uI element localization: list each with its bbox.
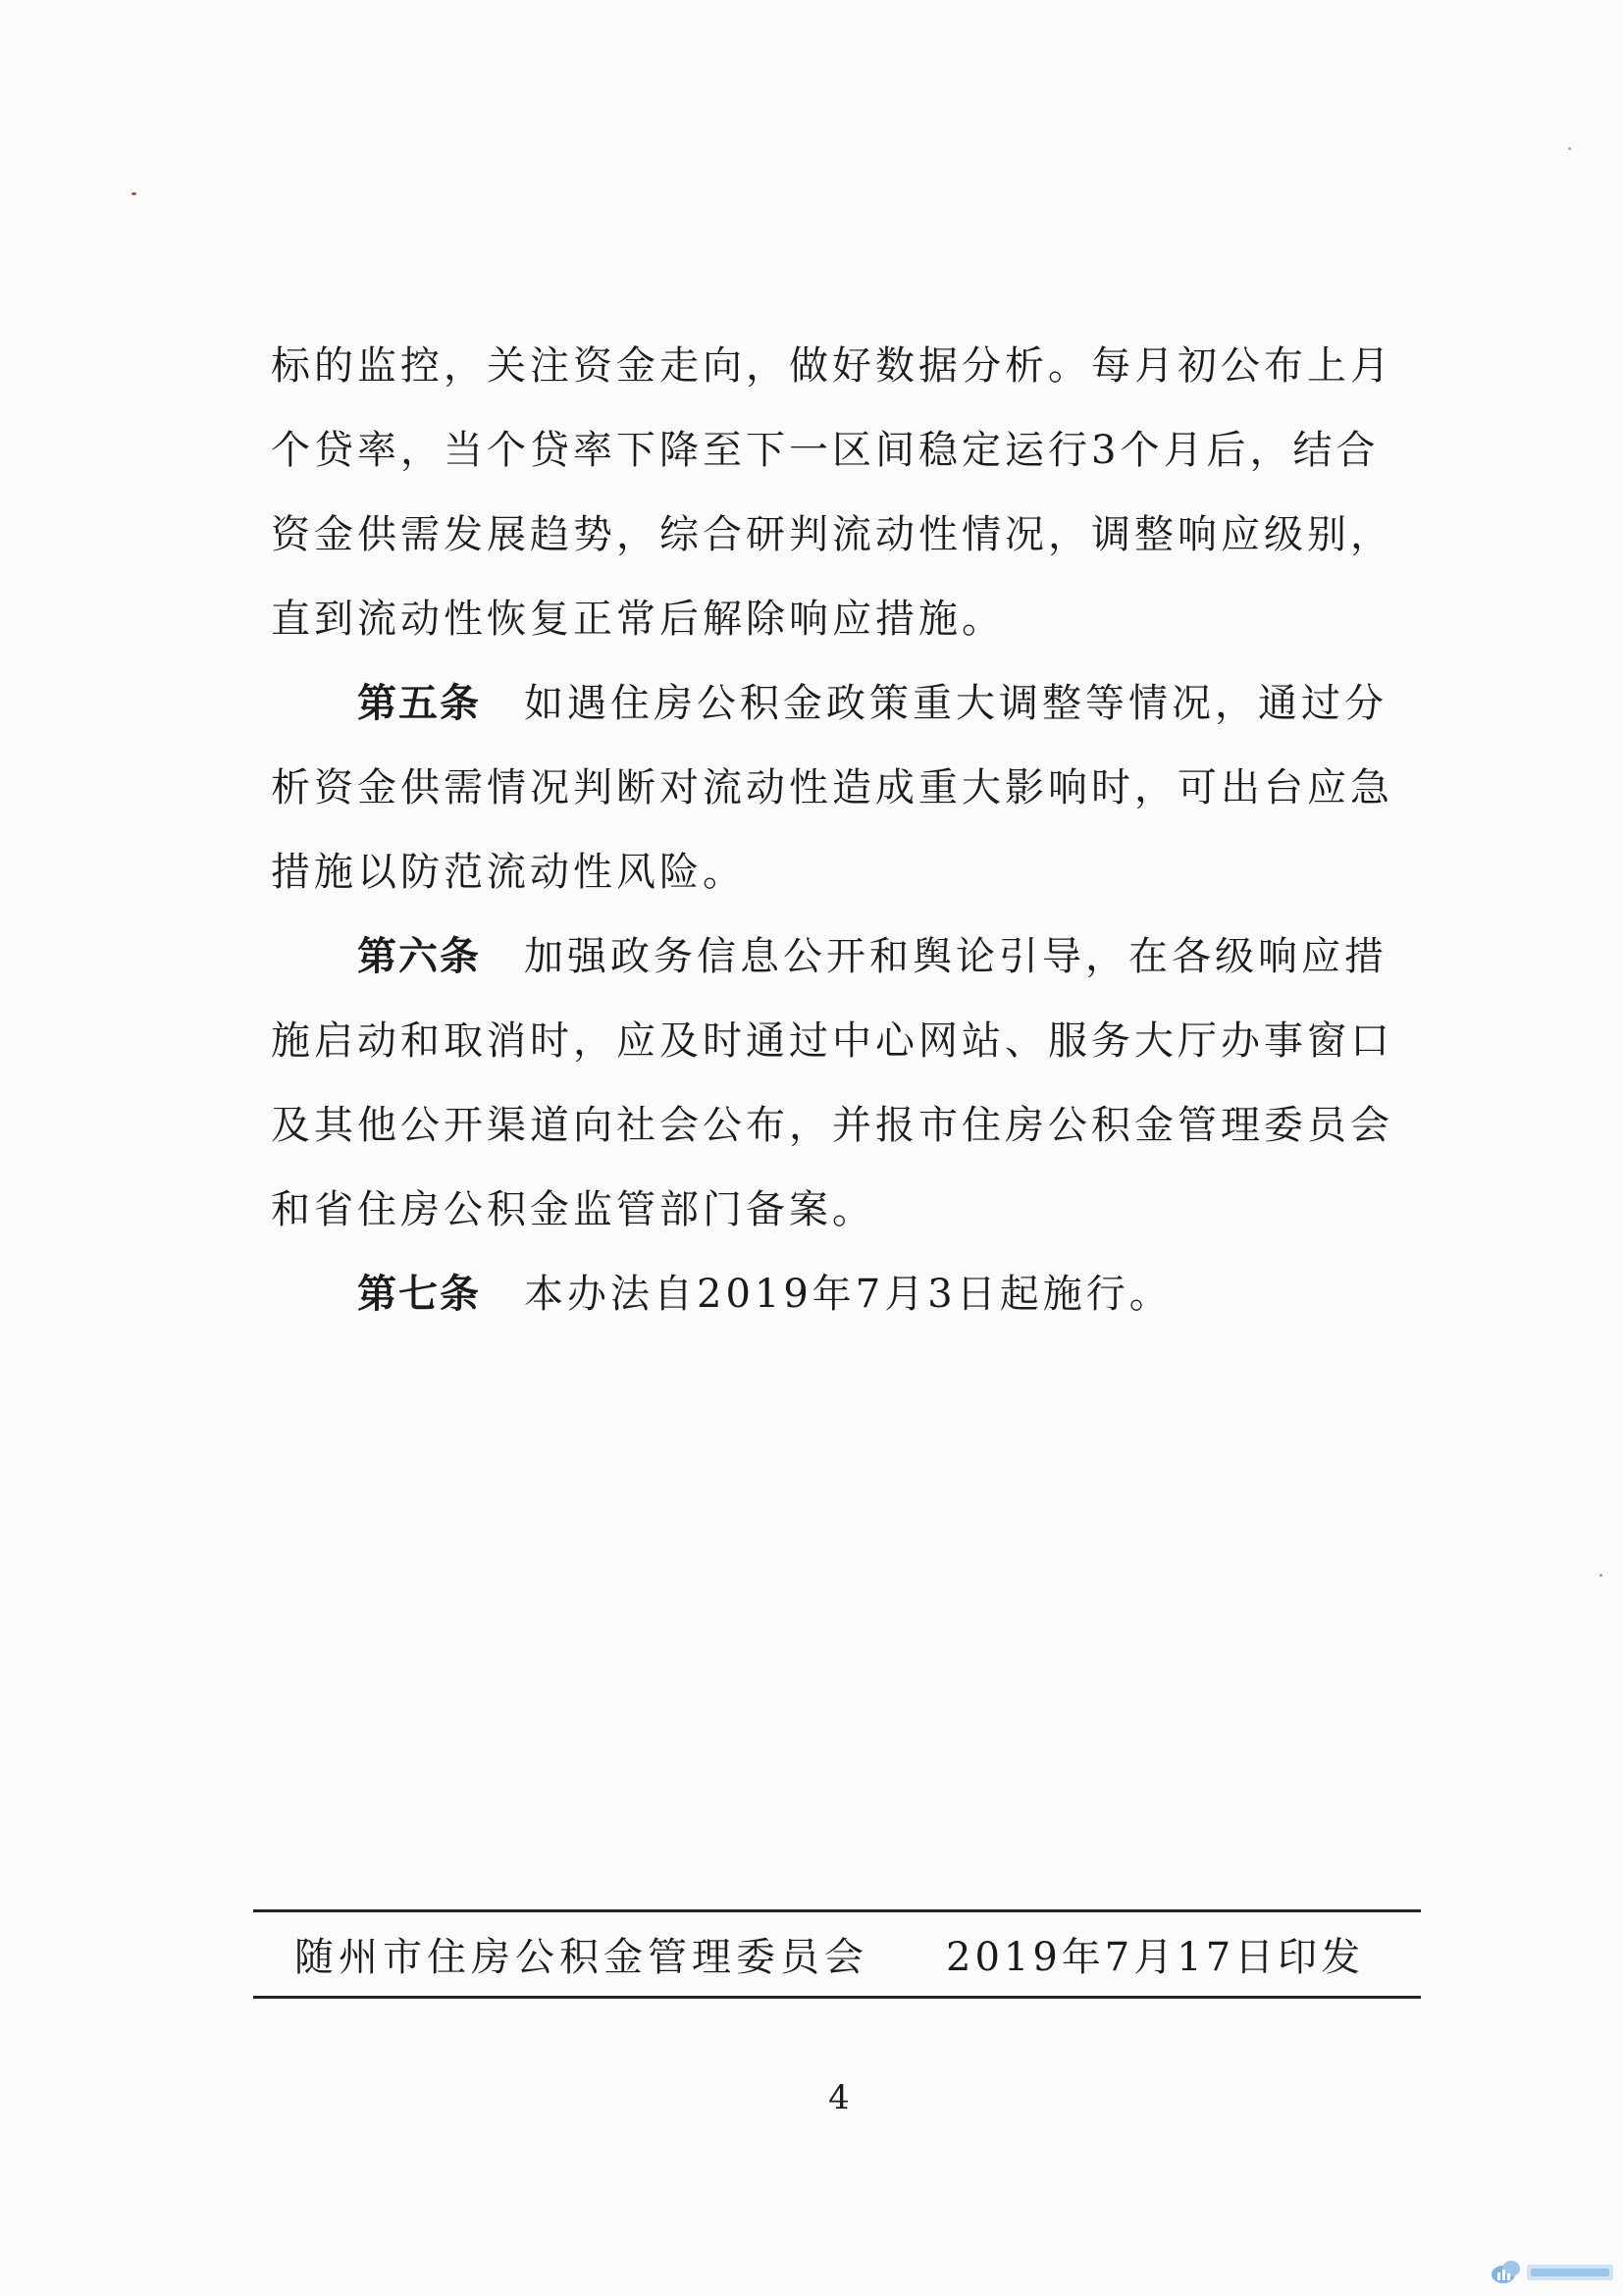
paragraph-text: 如遇住房公积金政策重大调整等情况，通过分析资金供需情况判断对流动性造成重大影响时，可出台应急措施以防范流动性风险。 xyxy=(271,681,1393,895)
article-heading: 第七条 xyxy=(357,1272,481,1317)
article-heading: 第六条 xyxy=(357,934,481,979)
article-heading: 第五条 xyxy=(357,681,481,726)
paragraph-continued xyxy=(271,324,1399,661)
footer-issuer: 随州市住房公积金管理委员会 xyxy=(294,1935,868,1980)
paragraph-text: 标的监控，关注资金走向，做好数据分析。每月初公布上月个贷率，当个贷率下降至下一区间稳定运行3个月后，结合资金供需发展趋势，综合研判流动性情况，调整响应级别，直到流动性恢复正常后解除响应措施。 xyxy=(271,343,1393,642)
footer-top-rule xyxy=(253,1909,1421,1912)
article-5 xyxy=(271,661,1399,914)
paragraph-text: 本办法自2019年7月3日起施行。 xyxy=(524,1272,1173,1317)
document-body xyxy=(271,324,1399,1336)
scan-speck xyxy=(1599,1574,1602,1577)
cloud-logo-icon xyxy=(1492,2261,1520,2283)
article-6 xyxy=(271,914,1399,1252)
scan-speck xyxy=(131,192,136,195)
article-7 xyxy=(271,1252,1399,1336)
footer-bottom-rule xyxy=(253,1996,1421,1999)
watermark-logo xyxy=(1488,2255,1617,2288)
paragraph-text: 加强政务信息公开和舆论引导，在各级响应措施启动和取消时，应及时通过中心网站、服务大厅办事窗口及其他公开渠道向社会公布，并报市住房公积金管理委员会和省住房公积金监管部门备案。 xyxy=(271,934,1393,1232)
footer-issue-date: 2019年7月17日印发 xyxy=(946,1935,1365,1980)
page-number: 4 xyxy=(828,2078,850,2117)
scan-speck xyxy=(1568,147,1571,150)
